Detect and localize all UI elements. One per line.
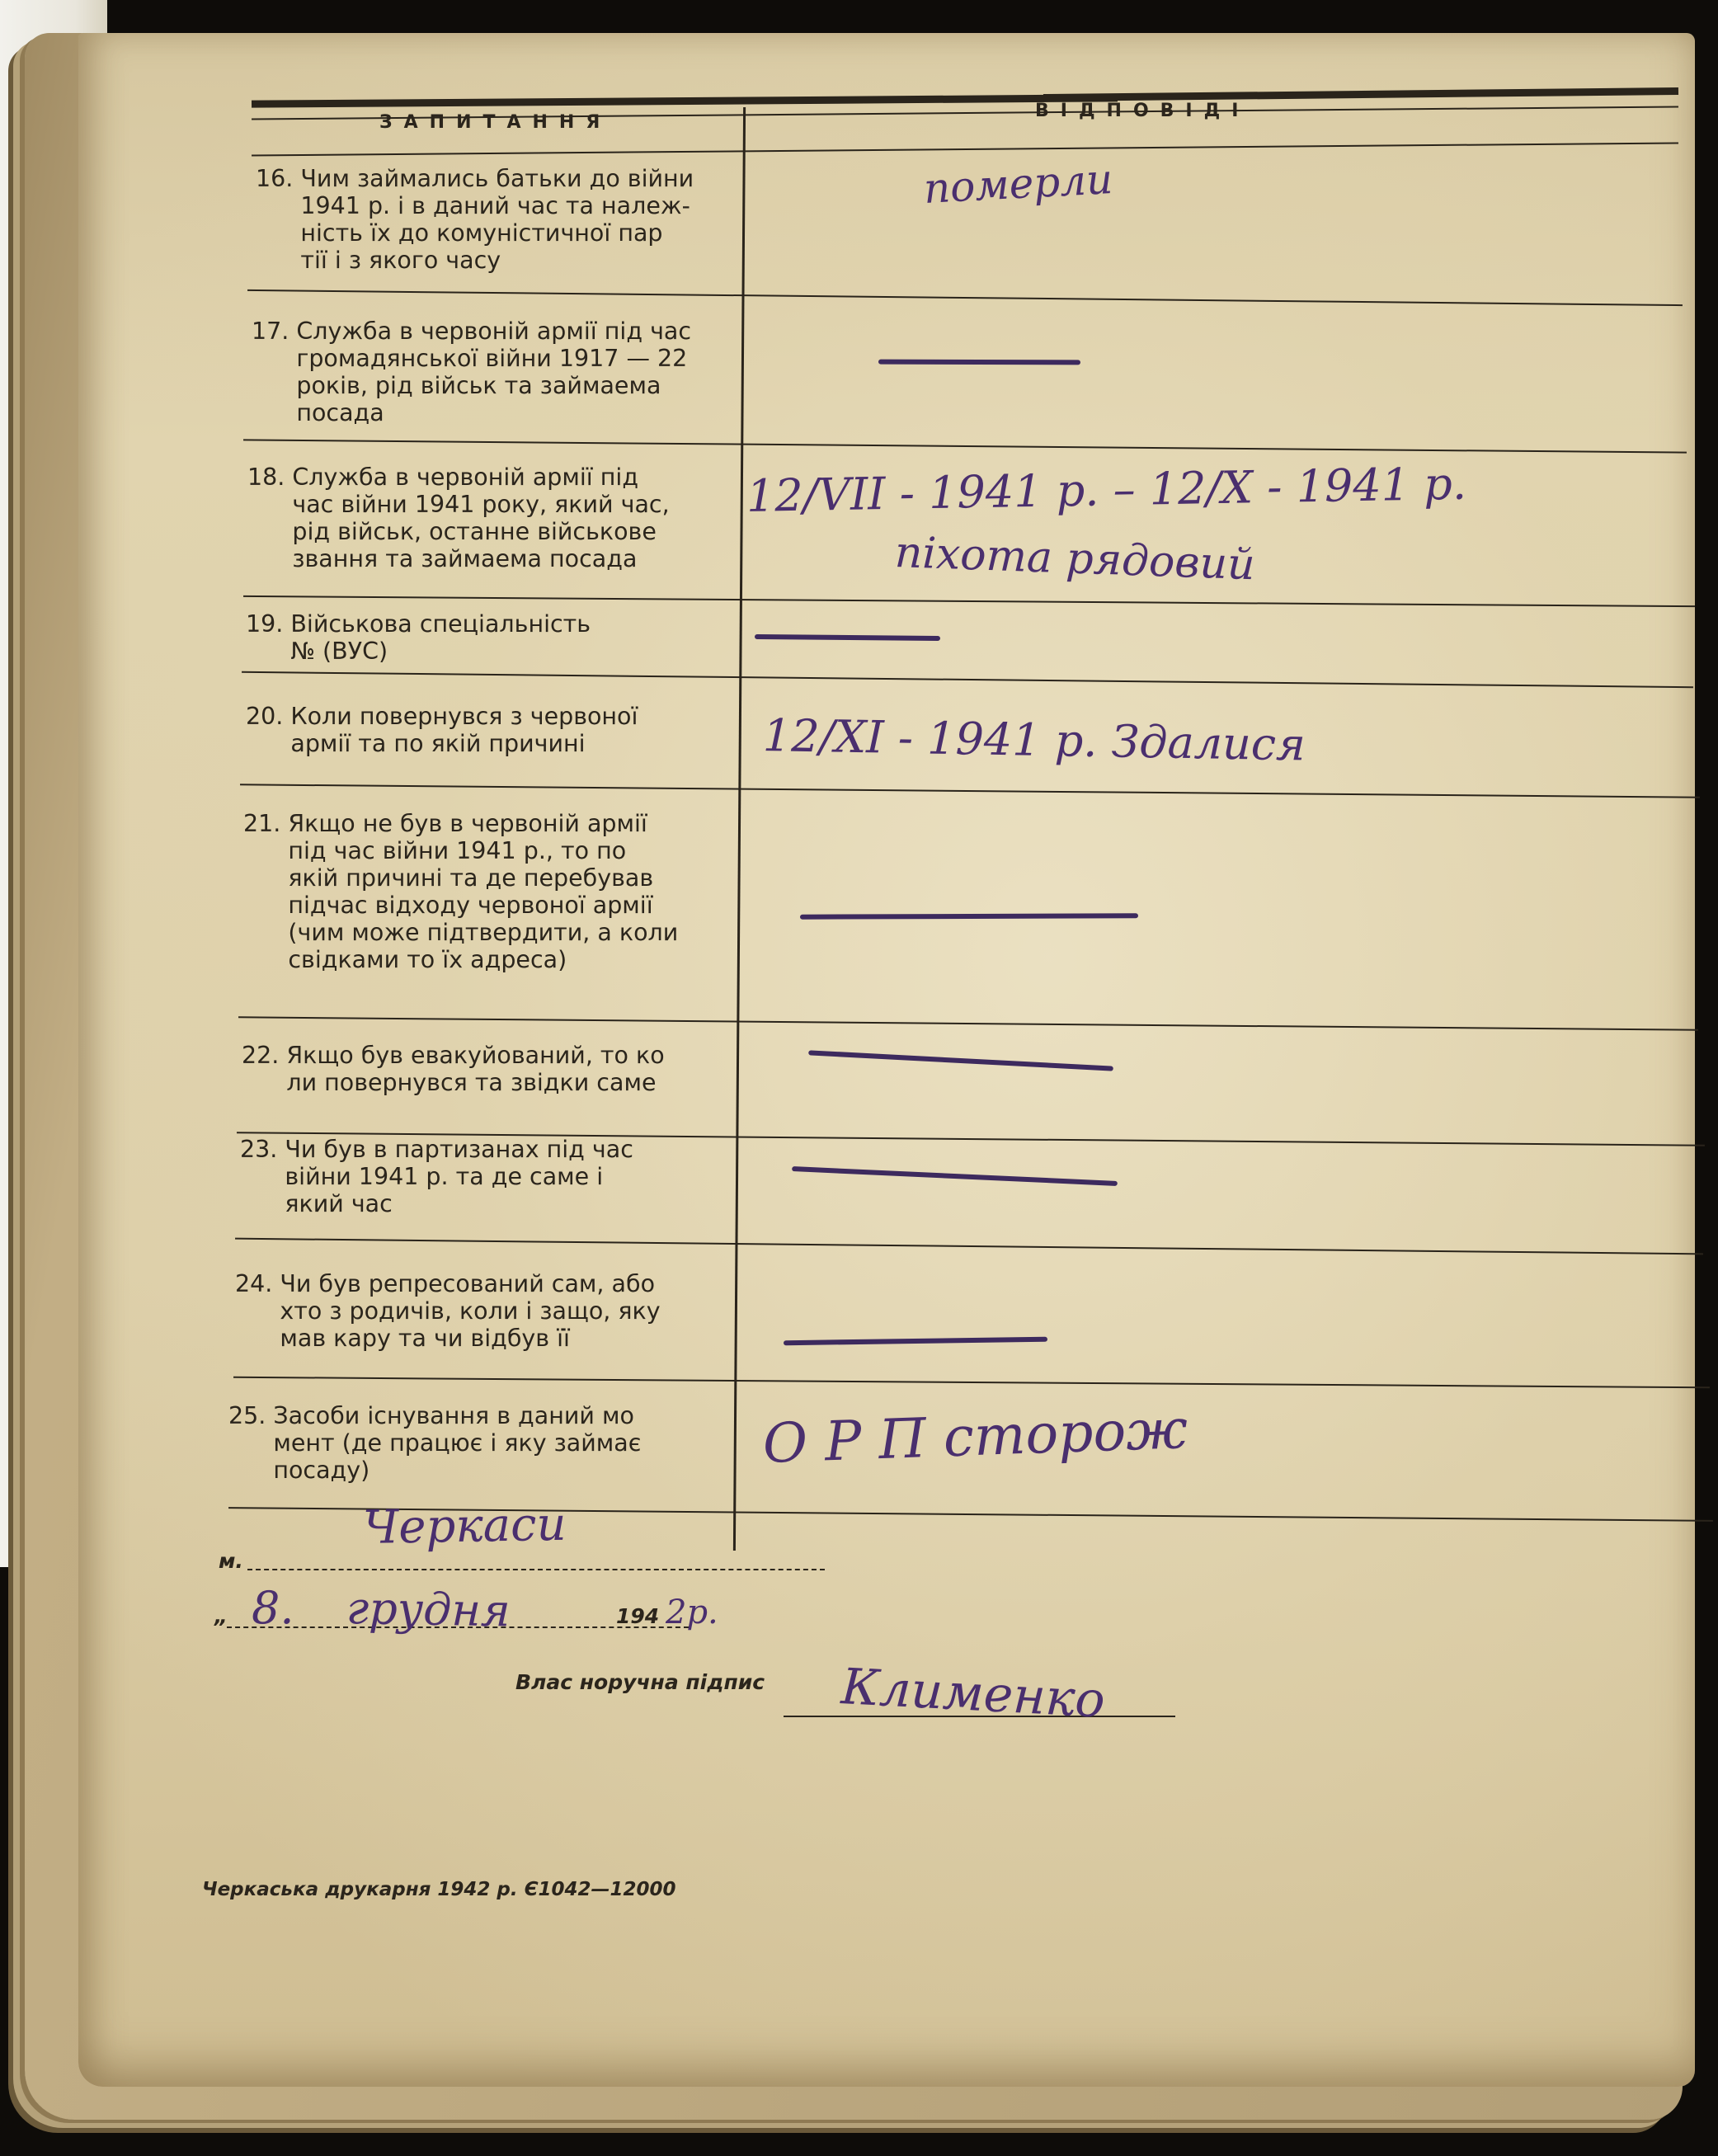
city-prefix: м. — [219, 1549, 243, 1573]
question-19: 19. Військова спеціальність № (ВУС) — [246, 610, 591, 665]
answer-20: 12/XI - 1941 р. Здалися — [762, 709, 1306, 771]
question-25: 25. Засоби існування в даний мо мент (де працює і яку займає посаду) — [228, 1402, 642, 1484]
answer-16: померли — [922, 155, 1114, 213]
top-rule-right — [1043, 87, 1678, 101]
answer-24-dash — [784, 1337, 1047, 1345]
year-prefix: 194 — [616, 1604, 660, 1628]
answer-25: О Р П сторож — [761, 1397, 1189, 1476]
answer-21-dash — [800, 913, 1138, 919]
answer-23-dash — [792, 1166, 1118, 1186]
signature: Клименко — [840, 1658, 1107, 1730]
question-21: 21. Якщо не був в червоній армії під час війни 1941 р., то по якій причині та де перебував підчас відходу червоної армії (чим може підтвердити, а коли свідками то їх адреса) — [243, 810, 679, 973]
question-23: 23. Чи був в партизанах під час війни 1941 р. та де саме і який час — [240, 1136, 633, 1217]
header-answers: ВІДПОВІДІ — [1035, 101, 1250, 121]
answer-18-period: 12/VII - 1941 р. – 12/X - 1941 р. — [746, 457, 1467, 522]
city-value: Черкаси — [362, 1497, 567, 1555]
date-month: грудня — [346, 1582, 511, 1637]
top-rule-left — [252, 94, 1118, 107]
row-rule-17 — [243, 439, 1687, 453]
question-24: 24. Чи був репресований сам, або хто з родичів, коли і защо, яку мав кару та чи відбув її — [235, 1270, 661, 1352]
answer-18-branch: піхота рядовий — [893, 528, 1256, 591]
header-questions: ЗАПИТАННЯ — [379, 112, 612, 133]
signature-label: Влас норучна підпис — [515, 1670, 765, 1694]
year-suffix: 2р. — [666, 1593, 718, 1631]
question-18: 18. Служба в червоній армії під час війни 1941 року, який час, рід військ, останне військове звання та займаема посада — [247, 464, 670, 572]
row-rule-16 — [247, 290, 1683, 306]
answer-17-dash — [878, 360, 1080, 365]
header-bottom-rule — [252, 142, 1678, 156]
row-rule-20 — [240, 784, 1700, 798]
row-rule-23 — [235, 1238, 1703, 1255]
questionnaire-sheet — [78, 33, 1695, 2087]
row-rule-19 — [242, 671, 1693, 688]
city-line — [247, 1569, 825, 1570]
question-17: 17. Служба в червоній армії під час громадянської війни 1917 — 22 років, рід військ та займаема посада — [252, 318, 692, 426]
printer-imprint: Черкаська друкарня 1942 р. Є1042—12000 — [202, 1879, 676, 1900]
row-rule-18 — [243, 595, 1695, 607]
answer-22-dash — [808, 1050, 1113, 1071]
question-20: 20. Коли повернувся з червоної армії та по якій причині — [246, 703, 638, 757]
answer-19-dash — [755, 634, 940, 641]
column-divider — [733, 107, 746, 1551]
row-rule-21 — [238, 1016, 1698, 1030]
date-quote: „ — [214, 1604, 228, 1628]
question-16: 16. Чим займались батьки до війни 1941 р. і в даний час та належ- ність їх до комуністичної пар тії і з якого часу — [256, 165, 694, 274]
date-day: 8. — [252, 1582, 294, 1634]
row-rule-24 — [233, 1377, 1710, 1388]
question-22: 22. Якщо був евакуйований, то ко ли повернувся та звідки саме — [242, 1042, 665, 1096]
